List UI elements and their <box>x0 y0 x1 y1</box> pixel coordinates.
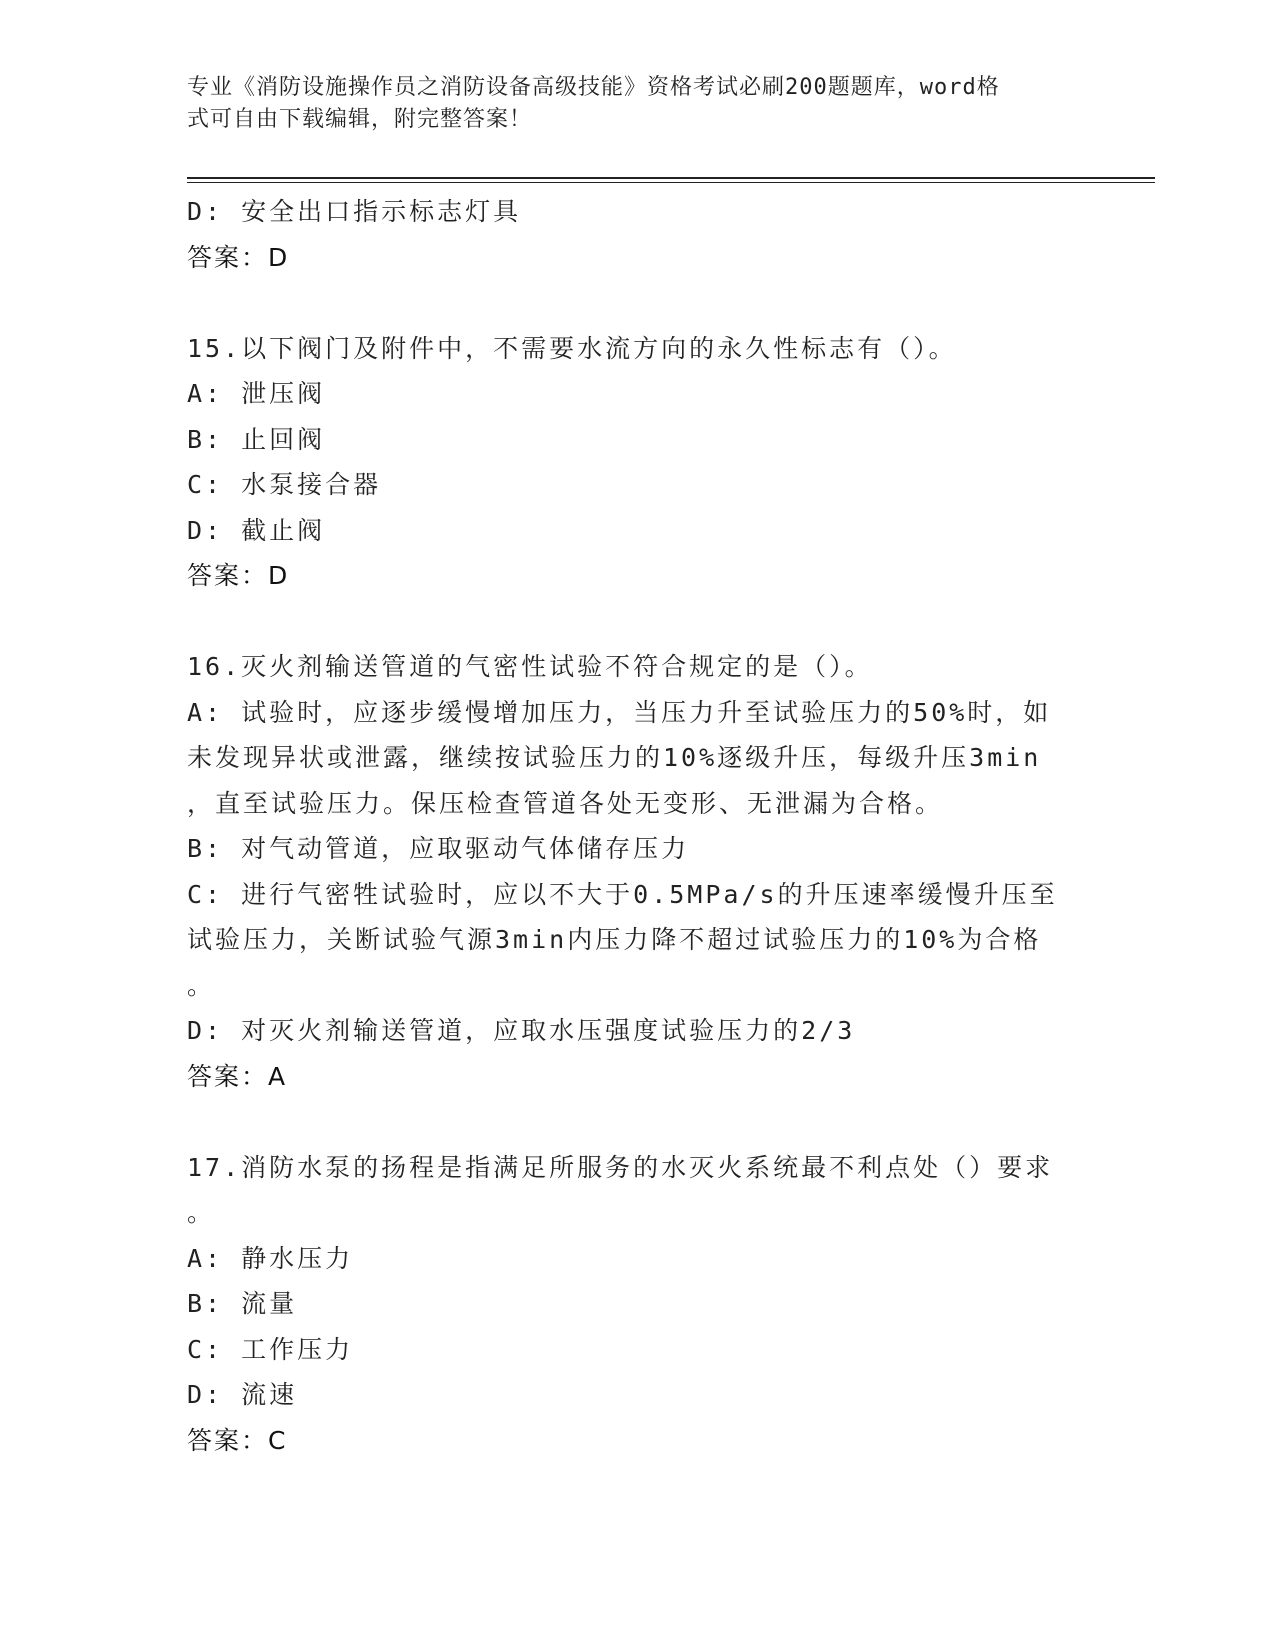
answer: 答案：D <box>187 561 290 590</box>
option-d: D: 对灭火剂输送管道，应取水压强度试验压力的2/3 <box>187 1016 856 1045</box>
question-16 <box>187 644 1077 1099</box>
spacer <box>187 280 1077 326</box>
header-line-2: 式可自由下载编辑，附完整答案！ <box>187 107 533 132</box>
question-stem: 16.灭火剂输送管道的气密性试验不符合规定的是（）。 <box>187 652 873 681</box>
header-divider-thin <box>187 182 1155 183</box>
question-stem-line-1: 17.消防水泵的扬程是指满足所服务的水灭火系统最不利点处（）要求 <box>187 1152 1054 1182</box>
document-body <box>187 189 1077 1463</box>
spacer <box>187 1099 1077 1145</box>
header-divider-thick <box>187 177 1155 179</box>
option-c: C: 水泵接合器 <box>187 470 382 499</box>
spacer <box>187 599 1077 645</box>
answer: 答案：D <box>187 242 290 272</box>
option-a: A: 泄压阀 <box>187 379 326 408</box>
question-14-tail <box>187 189 1077 280</box>
option-b: B: 对气动管道，应取驱动气体储存压力 <box>187 834 690 863</box>
option-c-line-2: 试验压力，关断试验气源3min内压力降不超过试验压力的10%为合格 <box>187 925 1042 954</box>
option-d: D: 流速 <box>187 1380 298 1409</box>
question-stem-line-2: 。 <box>187 1198 216 1227</box>
question-15 <box>187 326 1077 599</box>
option-c-line-1: C: 进行气密牲试验时，应以不大于0.5MPa/s的升压速率缓慢升压至 <box>187 879 1058 909</box>
option-a-line-3: ，直至试验压力。保压检查管道各处无变形、无泄漏为合格。 <box>187 788 944 818</box>
answer: 答案：A <box>187 1061 288 1091</box>
option-c-line-3: 。 <box>187 970 216 1000</box>
option-b: B: 止回阀 <box>187 424 326 454</box>
header-line-1: 专业《消防设施操作员之消防设备高级技能》资格考试必刷200题题库，word格 <box>187 75 1000 100</box>
option-a-line-2: 未发现异状或泄露，继续按试验压力的10%逐级升压，每级升压3min <box>187 743 1042 772</box>
option-c: C: 工作压力 <box>187 1334 354 1364</box>
question-17 <box>187 1145 1077 1464</box>
question-stem: 15.以下阀门及附件中，不需要水流方向的永久性标志有（）。 <box>187 333 957 363</box>
option-d: D: 截止阀 <box>187 515 326 545</box>
option-a: A: 静水压力 <box>187 1243 354 1273</box>
option-a-line-1: A: 试验时，应逐步缓慢增加压力，当压力升至试验压力的50%时，如 <box>187 697 1052 727</box>
option-b: B: 流量 <box>187 1289 298 1318</box>
answer: 答案：C <box>187 1425 288 1455</box>
option-d: D: 安全出口指示标志灯具 <box>187 197 522 226</box>
document-header <box>187 72 1067 136</box>
